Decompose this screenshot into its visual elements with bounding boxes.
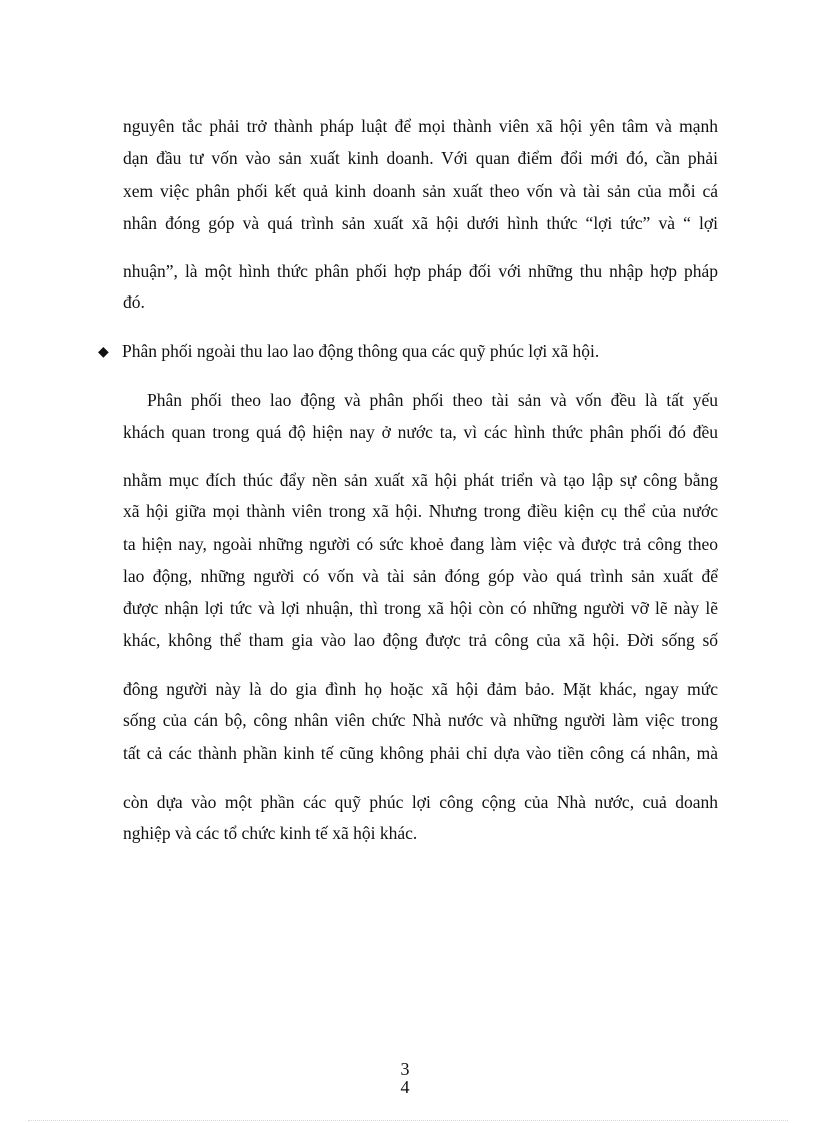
paragraph-1-line-2: dạn đầu tư vốn vào sản xuất kinh doanh. Với quan điểm đổi mới đó, cần phải: [123, 148, 718, 168]
paragraph-1-line-5: nhuận”, là một hình thức phân phối hợp pháp đối với những thu nhập hợp pháp: [123, 261, 718, 281]
paragraph-2-line-2: khách quan trong quá độ hiện nay ở nước ta, vì các hình thức phân phối đó đều: [123, 422, 718, 442]
paragraph-1-line-4: nhân đóng góp và quá trình sản xuất xã hội dưới hình thức “lợi tức” và “ lợi: [123, 213, 718, 233]
diamond-bullet-icon: ◆: [98, 345, 109, 360]
paragraph-2-line-10: sống của cán bộ, công nhân viên chức Nhà nước và những người làm việc trong: [123, 710, 718, 730]
page-number-bottom: 4: [400, 1077, 410, 1097]
bullet-text: Phân phối ngoài thu lao lao động thông qua các quỹ phúc lợi xã hội.: [122, 341, 600, 361]
footer-divider: [28, 1120, 788, 1121]
paragraph-2-line-1: Phân phối theo lao động và phân phối theo tài sản và vốn đều là tất yếu: [147, 390, 718, 410]
paragraph-1-line-3: xem việc phân phối kết quả kinh doanh sản xuất theo vốn và tài sản của mỗi cá: [123, 181, 718, 201]
paragraph-2-line-8: khác, không thể tham gia vào lao động được trả công của xã hội. Đời sống số: [123, 630, 718, 650]
page-number-top: 3: [400, 1059, 410, 1079]
bullet-item: [98, 339, 599, 365]
paragraph-2-line-5: ta hiện nay, ngoài những người có sức khoẻ đang làm việc và được trả công theo: [123, 534, 718, 554]
paragraph-1-line-6: đó.: [123, 292, 145, 312]
paragraph-2-line-4: xã hội giữa mọi thành viên trong xã hội. Nhưng trong điều kiện cụ thể của nước: [123, 501, 718, 521]
paragraph-2-line-13: nghiệp và các tổ chức kinh tế xã hội khác.: [123, 823, 418, 843]
paragraph-2-line-3: nhằm mục đích thúc đẩy nền sản xuất xã hội phát triển và tạo lập sự công bằng: [123, 470, 718, 490]
paragraph-2-line-7: được nhận lợi tức và lợi nhuận, thì trong xã hội còn có những người vỡ lẽ này lẽ: [123, 598, 718, 618]
paragraph-2-line-9: đông người này là do gia đình họ hoặc xã hội đảm bảo. Mặt khác, ngay mức: [123, 679, 718, 699]
paragraph-2-line-12: còn dựa vào một phần các quỹ phúc lợi công cộng của Nhà nước, cuả doanh: [123, 792, 718, 812]
paragraph-2-line-11: tất cả các thành phần kinh tế cũng không phải chỉ dựa vào tiền công cá nhân, mà: [123, 743, 718, 763]
paragraph-2-line-6: lao động, những người có vốn và tài sản đóng góp vào quá trình sản xuất để: [123, 566, 718, 586]
paragraph-1-line-1: nguyên tắc phải trở thành pháp luật để mọi thành viên xã hội yên tâm và mạnh: [123, 116, 718, 136]
